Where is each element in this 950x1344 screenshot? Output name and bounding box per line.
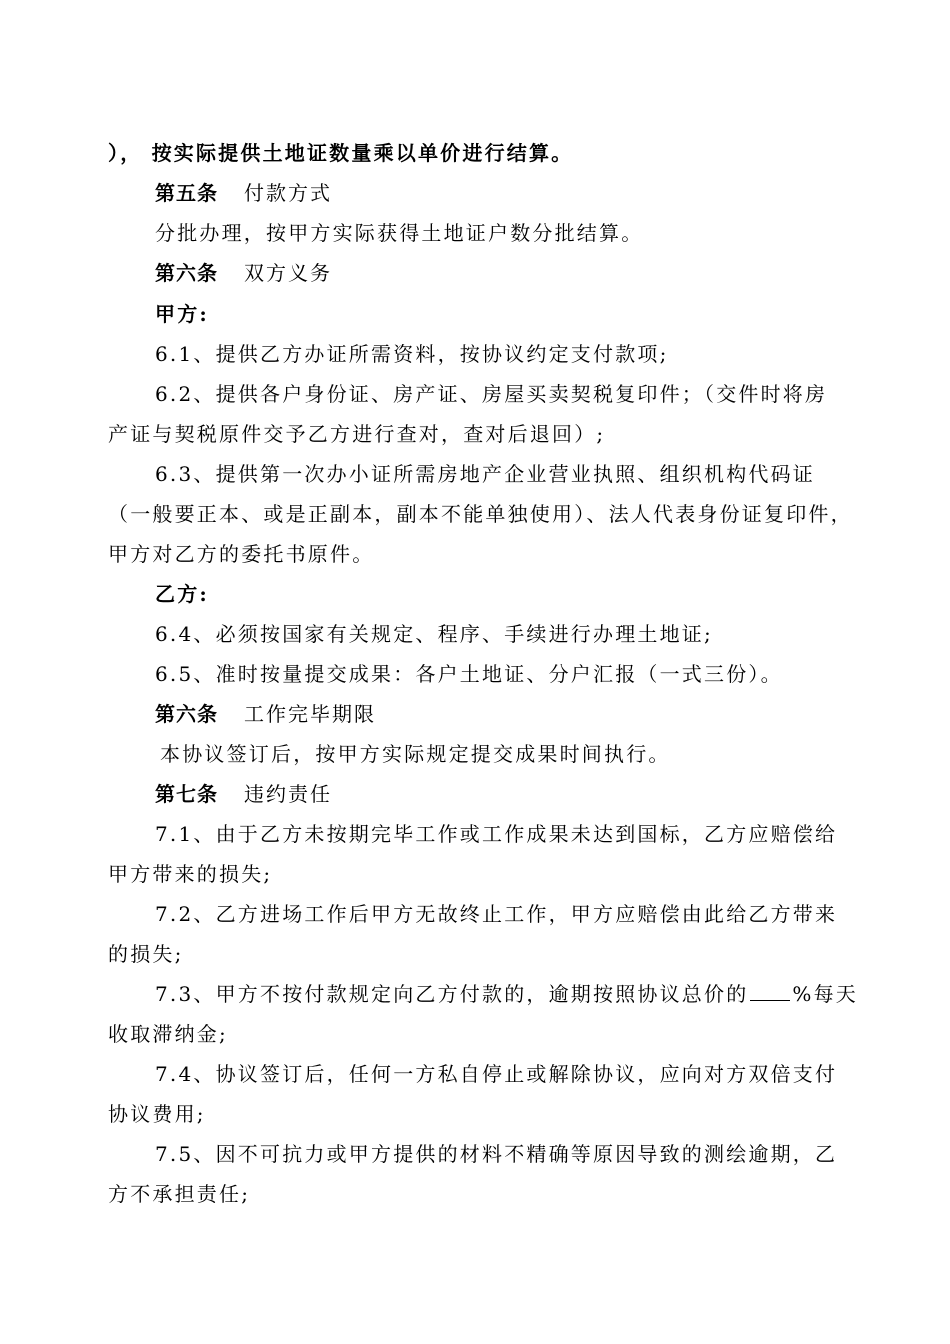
clause-6-5: 6.5、准时按量提交成果：各户土地证、分户汇报（一式三份）。 <box>155 662 783 686</box>
article-7-title: 违约责任 <box>244 782 332 806</box>
clause-6-2-line-2: 产证与契税原件交予乙方进行查对，查对后退回）; <box>108 422 606 446</box>
clause-7-3-text: 7.3、甲方不按付款规定向乙方付款的，逾期按照协议总价的 <box>155 982 749 1006</box>
clause-7-1-line-2: 甲方带来的损失; <box>108 862 273 886</box>
clause-6-2-line-1: 6.2、提供各户身份证、房产证、房屋买卖契税复印件；（交件时将房 <box>155 382 828 406</box>
clause-7-3-suffix: %每天 <box>792 982 859 1006</box>
clause-7-3-line-1 <box>155 980 858 1008</box>
clause-7-2-line-2: 的损失; <box>108 942 184 966</box>
article-6-number: 第六条 <box>155 261 218 285</box>
clause-7-4-line-2: 协议费用; <box>108 1102 206 1126</box>
clause-6-4: 6.4、必须按国家有关规定、程序、手续进行办理土地证; <box>155 622 713 646</box>
settlement-line: ）， 按实际提供土地证数量乘以单价进行结算。 <box>108 141 574 165</box>
clause-7-1-line-1: 7.1、由于乙方未按期完毕工作或工作成果未达到国标，乙方应赔偿给 <box>155 822 838 846</box>
clause-7-5-line-2: 方不承担责任; <box>108 1182 251 1206</box>
article-7-number: 第七条 <box>155 782 218 806</box>
article-5-title: 付款方式 <box>244 181 332 205</box>
article-6-heading <box>155 259 332 287</box>
article-5-heading <box>155 179 332 207</box>
clause-6-3-line-3: 甲方对乙方的委托书原件。 <box>108 542 375 566</box>
clause-7-5-line-1: 7.5、因不可抗力或甲方提供的材料不精确等原因导致的测绘逾期，乙 <box>155 1142 838 1166</box>
completion-term-text: 本协议签订后，按甲方实际规定提交成果时间执行。 <box>160 742 671 766</box>
clause-6-1: 6.1、提供乙方办证所需资料，按协议约定支付款项; <box>155 342 669 366</box>
clause-6-3-line-2: （一般要正本、或是正副本，副本不能单独使用）、法人代表身份证复印件， <box>108 502 853 526</box>
party-a-label: 甲方: <box>155 302 209 326</box>
article-7-heading <box>155 780 332 808</box>
article-6b-heading <box>155 700 376 728</box>
article-6-title: 双方义务 <box>244 261 332 285</box>
payment-method-text: 分批办理，按甲方实际获得土地证户数分批结算。 <box>155 221 644 245</box>
clause-7-3-line-2: 收取滞纳金; <box>108 1022 228 1046</box>
article-6b-number: 第六条 <box>155 702 218 726</box>
party-b-label: 乙方: <box>155 582 209 606</box>
penalty-rate-blank <box>750 980 790 1001</box>
clause-7-4-line-1: 7.4、协议签订后，任何一方私自停止或解除协议，应向对方双倍支付 <box>155 1062 838 1086</box>
article-6b-title: 工作完毕期限 <box>244 702 376 726</box>
clause-6-3-line-1: 6.3、提供第一次办小证所需房地产企业营业执照、组织机构代码证 <box>155 462 816 486</box>
clause-7-2-line-1: 7.2、乙方进场工作后甲方无故终止工作，甲方应赔偿由此给乙方带来 <box>155 902 838 926</box>
article-5-number: 第五条 <box>155 181 218 205</box>
